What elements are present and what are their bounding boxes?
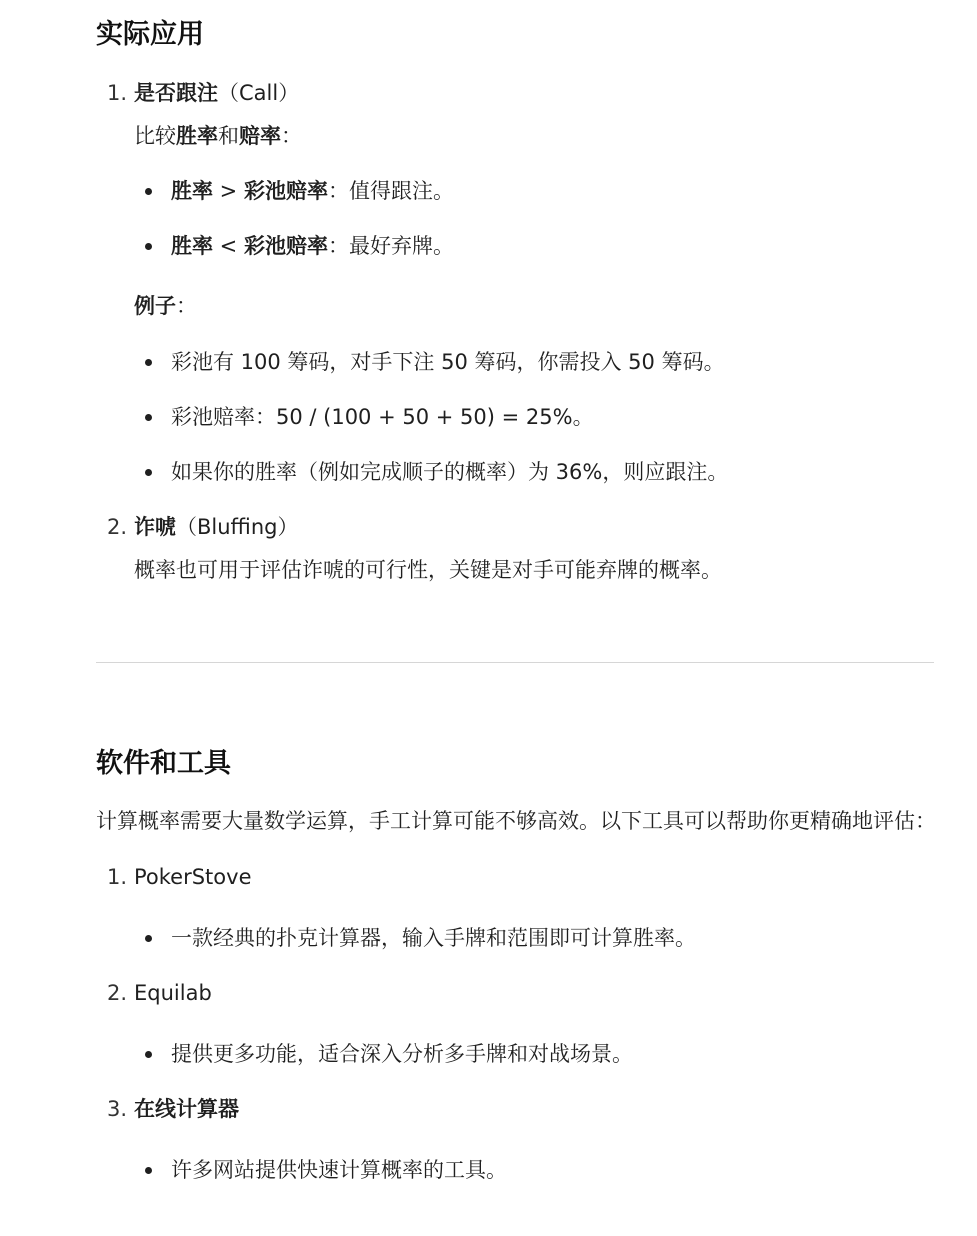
list-item: 如果你的胜率（例如完成顺子的概率）为 36%，则应跟注。 xyxy=(171,460,729,484)
example-label xyxy=(134,296,197,317)
list-item: 一款经典的扑克计算器，输入手牌和范围即可计算胜率。 xyxy=(171,926,696,950)
list-number: 3. xyxy=(107,1097,128,1121)
example-colon: ： xyxy=(176,294,197,318)
bullet-dot xyxy=(145,469,152,476)
list-number: 2. xyxy=(107,981,128,1005)
bullet-dot xyxy=(145,359,152,366)
list-item xyxy=(171,236,454,257)
section-heading: 软件和工具 xyxy=(96,748,231,779)
item-title-bold: 是否跟注 xyxy=(134,81,218,105)
list-item: 彩池赔率：50 / (100 + 50 + 50) = 25%。 xyxy=(171,405,594,429)
bullet-dot xyxy=(145,1167,152,1174)
divider xyxy=(96,662,934,663)
bullet-bold: 胜率 xyxy=(171,179,213,203)
bullet-bold: 彩池赔率 xyxy=(243,179,328,203)
list-item: 提供更多功能，适合深入分析多手牌和对战场景。 xyxy=(171,1042,633,1066)
item-title-suffix: （Call） xyxy=(218,81,300,105)
list-number: 1. xyxy=(107,865,128,889)
example-label-bold: 例子 xyxy=(134,294,176,318)
bullet-text: ：值得跟注。 xyxy=(327,179,454,203)
bullet-dot xyxy=(145,935,152,942)
tool-name: 在线计算器 xyxy=(134,1097,239,1121)
tool-name: PokerStove xyxy=(134,865,252,889)
list-item-title xyxy=(134,517,299,538)
item-description xyxy=(134,126,302,147)
bullet-dot xyxy=(145,243,152,250)
item-title-suffix: （Bluffing） xyxy=(176,515,299,539)
bullet-operator: < xyxy=(213,234,244,258)
bullet-operator: > xyxy=(213,179,244,203)
section-intro: 计算概率需要大量数学运算，手工计算可能不够高效。以下工具可以帮助你更精确地评估： xyxy=(96,809,936,833)
list-number: 1. xyxy=(107,81,128,105)
list-item: 彩池有 100 筹码，对手下注 50 筹码，你需投入 50 筹码。 xyxy=(171,350,725,374)
list-item-title xyxy=(134,83,299,104)
desc-bold: 胜率 xyxy=(176,124,218,148)
desc-text: 比较 xyxy=(134,124,176,148)
desc-text: 和 xyxy=(218,124,239,148)
tool-name: Equilab xyxy=(134,981,212,1005)
list-item xyxy=(171,181,454,202)
desc-text: ： xyxy=(281,124,302,148)
bullet-dot xyxy=(145,1051,152,1058)
list-number: 2. xyxy=(107,515,128,539)
bullet-dot xyxy=(145,188,152,195)
desc-bold: 赔率 xyxy=(239,124,281,148)
section-heading: 实际应用 xyxy=(96,19,204,50)
bullet-text: ：最好弃牌。 xyxy=(327,234,454,258)
bullet-dot xyxy=(145,414,152,421)
bullet-bold: 胜率 xyxy=(171,234,213,258)
item-title-bold: 诈唬 xyxy=(134,515,176,539)
item-description: 概率也可用于评估诈唬的可行性，关键是对手可能弃牌的概率。 xyxy=(134,558,722,582)
list-item: 许多网站提供快速计算概率的工具。 xyxy=(171,1158,507,1182)
bullet-bold: 彩池赔率 xyxy=(243,234,328,258)
